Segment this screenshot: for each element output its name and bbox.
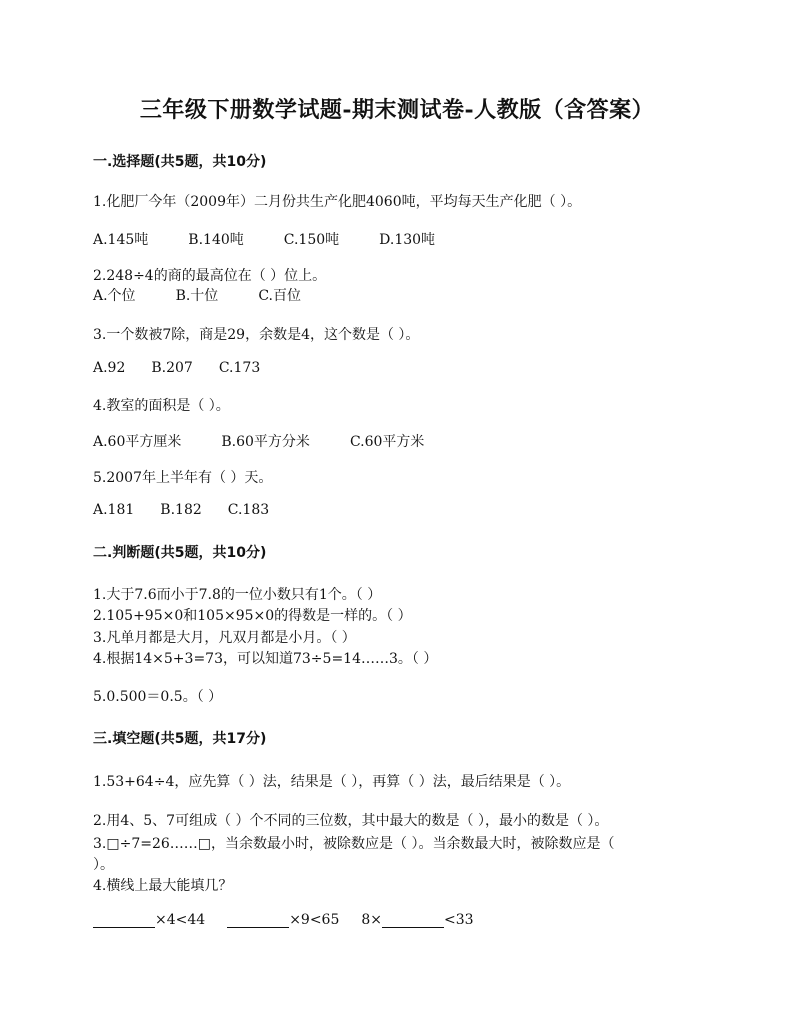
option: A.个位 xyxy=(93,288,136,304)
option: A.145吨 xyxy=(93,232,149,248)
question-1-4: 4.教室的面积是（ ）。 xyxy=(93,398,230,414)
option: C.150吨 xyxy=(283,232,340,248)
option: A.92 xyxy=(93,360,126,376)
judge-item: 5.0.500＝0.5。（ ） xyxy=(93,689,223,705)
question-1-1-options xyxy=(93,229,475,249)
question-1-2-options xyxy=(93,285,341,305)
option: B.140吨 xyxy=(188,232,244,248)
blank-line[interactable] xyxy=(93,913,155,928)
option: A.60平方厘米 xyxy=(93,434,182,450)
option: C.60平方米 xyxy=(349,434,425,450)
fill-item-continued: ）。 xyxy=(93,857,114,873)
blank-suffix: <33 xyxy=(444,912,474,928)
question-1-1: 1.化肥厂今年（2009年）二月份共生产化肥4060吨，平均每天生产化肥（ ）。 xyxy=(93,194,582,210)
option: B.207 xyxy=(151,360,193,376)
blank-prefix: 8× xyxy=(361,912,383,928)
blank-line[interactable] xyxy=(382,913,444,928)
option: D.130吨 xyxy=(379,232,436,248)
fill-blank-row xyxy=(93,912,474,928)
option: C.173 xyxy=(218,360,261,376)
judge-item: 2.105+95×0和105×95×0的得数是一样的。（ ） xyxy=(93,608,412,624)
blank-line[interactable] xyxy=(227,913,289,928)
section-heading-fill: 三.填空题(共5题，共17分) xyxy=(93,731,267,747)
option: B.十位 xyxy=(175,288,219,304)
fill-item: 2.用4、5、7可组成（ ）个不同的三位数，其中最大的数是（ ），最小的数是（ ）。 xyxy=(93,813,609,829)
question-1-5-options xyxy=(93,502,295,518)
fill-item: 1.53+64÷4，应先算（ ）法，结果是（ ），再算（ ）法，最后结果是（ ）。 xyxy=(93,774,571,790)
page-title: 三年级下册数学试题-期末测试卷-人教版（含答案） xyxy=(139,97,655,123)
question-1-4-options xyxy=(93,431,464,451)
question-1-3: 3.一个数被7除，商是29，余数是4，这个数是（ ）。 xyxy=(93,327,420,343)
question-1-3-options xyxy=(93,360,286,376)
question-1-5: 5.2007年上半年有（ ）天。 xyxy=(93,470,273,486)
blank-suffix: ×9<65 xyxy=(289,912,340,928)
option: B.182 xyxy=(160,502,202,518)
judge-item: 3.凡单月都是大月，凡双月都是小月。（ ） xyxy=(93,630,356,646)
fill-item: 3.□÷7=26……□，当余数最小时，被除数应是（ ）。当余数最大时，被除数应是（ xyxy=(93,836,615,852)
blank-suffix: ×4<44 xyxy=(155,912,206,928)
option: A.181 xyxy=(93,502,135,518)
option: C.百位 xyxy=(258,288,301,304)
option: C.183 xyxy=(227,502,270,518)
judge-item: 4.根据14×5+3=73，可以知道73÷5=14……3。（ ） xyxy=(93,651,438,667)
option: B.60平方分米 xyxy=(221,434,310,450)
section-heading-judge: 二.判断题(共5题，共10分) xyxy=(93,545,267,561)
question-1-2: 2.248÷4的商的最高位在（ ）位上。 xyxy=(93,268,327,284)
judge-item: 1.大于7.6而小于7.8的一位小数只有1个。（ ） xyxy=(93,587,382,603)
section-heading-choice: 一.选择题(共5题，共10分) xyxy=(93,154,267,170)
fill-item: 4.横线上最大能填几？ xyxy=(93,878,233,894)
